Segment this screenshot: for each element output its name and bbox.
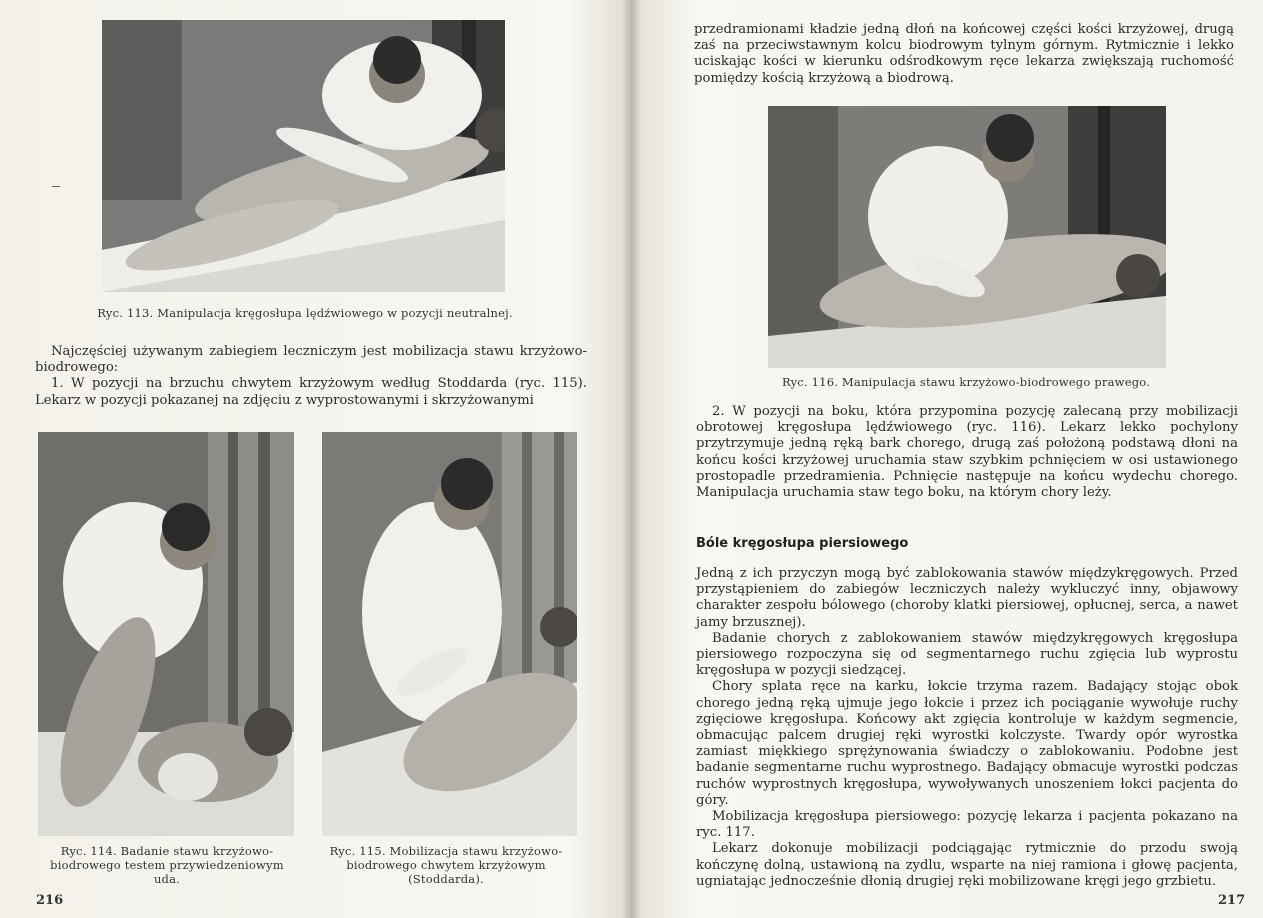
paragraph: 1. W pozycji na brzuchu chwytem krzyżowym według Stoddarda (ryc. 115). Lekarz w pozycji pokazanej na zdjęciu z wyprostowanymi i skrzyżowanymi — [35, 376, 587, 408]
margin-mark — [52, 186, 60, 187]
right-page — [636, 0, 1263, 918]
page-number-right: 217 — [1218, 893, 1246, 908]
caption-fig-116: Ryc. 116. Manipulacja stawu krzyżowo-biodrowego prawego. — [781, 375, 1151, 389]
right-top-text — [694, 22, 1234, 87]
paragraph: przedramionami kładzie jedną dłoń na końcowej części kości krzyżowej, drugą zaś na przeciwstawnym kolcu biodrowym tylnym górnym. Rytmicznie i lekko uciskając kości w kierunku odśrodkowym ręce lekarza zwiększają ruchomość pomiędzy kością krzyżową a biodrową. — [694, 22, 1234, 86]
right-section-text — [696, 566, 1238, 890]
section-heading: Bóle kręgosłupa piersiowego — [696, 536, 909, 551]
paragraph: 2. W pozycji na boku, która przypomina pozycję zalecaną przy mobilizacji obrotowej kręgosłupa lędźwiowego (ryc. 116). Lekarz lekko pochylony przytrzymuje jedną ręką bark chorego, drugą zaś położoną podstawą dłoni na końcu kości krzyżowej uruchamia staw szybkim pchnięciem w osi ustawionego prostopadle przedramienia. Pchnięcie następuje na końcu wydechu chorego. Manipulacja uruchamia staw tego boku, na którym chory leży. — [696, 404, 1238, 501]
right-paragraph-2 — [696, 404, 1238, 501]
paragraph: Lekarz dokonuje mobilizacji podciągając rytmicznie do przodu swoją kończynę dolną, ustawioną na zydlu, wsparte na niej ramiona i głowę pacjenta, ugniatając jednocześnie dłonią drugiej ręki mobilizowane kręgi jego grzbietu. — [696, 841, 1238, 889]
photo-fig-114 — [38, 432, 294, 836]
photo-fig-116 — [768, 106, 1166, 368]
paragraph: Jedną z ich przyczyn mogą być zablokowania stawów międzykręgowych. Przed przystąpieniem do zabiegów leczniczych należy wykluczyć inny, objawowy charakter zespołu bólowego (choroby klatki piersiowej, opłucnej, serca, a nawet jamy brzusznej). — [696, 566, 1238, 630]
photo-fig-113 — [102, 20, 505, 292]
page-number-left: 216 — [36, 893, 64, 908]
paragraph: Najczęściej używanym zabiegiem leczniczym jest mobilizacja stawu krzyżowo-biodrowego: — [35, 344, 587, 376]
caption-fig-115: Ryc. 115. Mobilizacja stawu krzyżowo-biodrowego chwytem krzyżowym (Stoddarda). — [329, 844, 563, 886]
caption-fig-113: Ryc. 113. Manipulacja kręgosłupa lędźwiowego w pozycji neutralnej. — [97, 306, 513, 320]
left-body-text — [35, 344, 587, 409]
paragraph: Mobilizacja kręgosłupa piersiowego: pozycję lekarza i pacjenta pokazano na ryc. 117. — [696, 809, 1238, 841]
caption-fig-114: Ryc. 114. Badanie stawu krzyżowo-biodrowego testem przywiedzeniowym uda. — [50, 844, 284, 886]
photo-fig-115 — [322, 432, 577, 836]
paragraph: Badanie chorych z zablokowaniem stawów międzykręgowych kręgosłupa piersiowego rozpoczyna się od segmentarnego ruchu zgięcia lub wyprostu kręgosłupa w pozycji siedzącej. — [696, 630, 1238, 679]
paragraph: Chory splata ręce na karku, łokcie trzyma razem. Badający stojąc obok chorego jedną ręką ujmuje jego łokcie i przez ich pociąganie wywołuje ruchy zgięciowe kręgosłupa. Końcowy akt zgięcia kontroluje w każdym segmencie, obmacując palcem drugiej ręki wyrostki kolczyste. Twardy opór wyrostka zamiast miękkiego sprężynowania świadczy o zablokowaniu. Podobne jest badanie segmentarne ruchu wyprostnego. Badający obmacuje wyrostki podczas ruchów wyprostnych kręgosłupa, wywoływanych unoszeniem łokci pacjenta do góry. — [696, 679, 1238, 808]
left-page — [0, 0, 628, 918]
